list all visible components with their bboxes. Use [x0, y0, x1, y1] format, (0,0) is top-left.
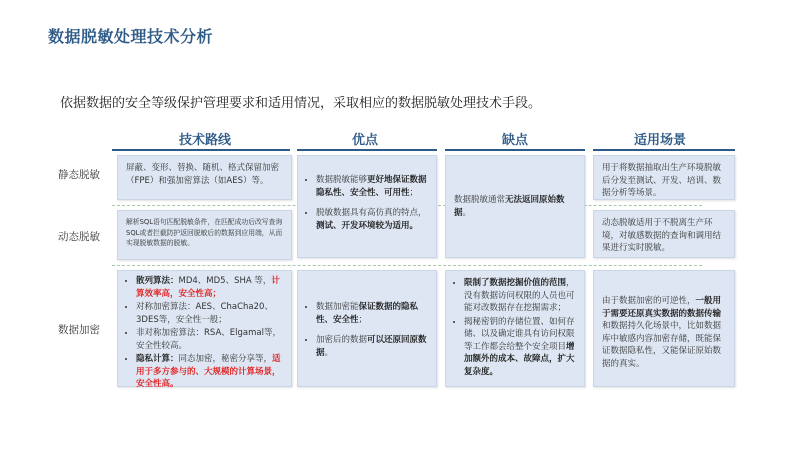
encrypt-cons-item-2: • 揭秘密钥的存储位置、如何存储、以及确定谁具有访问权限等工作都会给整个安全项目增加额外的成本、故障点，扩大复杂度。 — [464, 316, 576, 379]
desens-pros-item-1: • 数据脱敏能够更好地保证数据隐私性、安全性、可用性； — [316, 174, 428, 199]
page-title: 数据脱敏处理技术分析 — [48, 27, 214, 46]
desens-pros-item-2: • 脱敏数据具有高仿真的特点，测试、开发环境较为适用。 — [316, 207, 428, 232]
header-cons-rule — [445, 149, 585, 151]
header-pros-rule — [297, 149, 437, 151]
header-cons: 缺点 — [501, 133, 528, 148]
static-route-box — [117, 155, 292, 200]
desens-cons-text: 数据脱敏通常无法返回原始数据。 — [454, 195, 565, 218]
row-label-dynamic: 动态脱敏 — [58, 231, 100, 243]
encrypt-route-item-2: • 对称加密算法：AES、ChaCha20、3DES等，安全性一般； — [136, 301, 283, 326]
encrypt-scene-text: 由于数据加密的可逆性，一般用于需要还原真实数据的数据传输和数据持久化场景中，比如数据库中敏感内容加密存储，既能保证数据隐私性，又能保证原始数据的真实。 — [602, 296, 722, 369]
row-label-static: 静态脱敏 — [58, 169, 100, 181]
dynamic-route-text: 解析SQL语句匹配脱敏条件，在匹配成功后改写查询SQL或者拦截防护返回脱敏后的数据到应用端，从而实现脱敏数据的脱敏。 — [126, 218, 283, 247]
encrypt-route-item-3: • 非对称加密算法：RSA、Elgamal等，安全性较高。 — [136, 327, 283, 352]
header-route: 技术路线 — [178, 133, 231, 148]
desens-cons-box — [445, 155, 585, 258]
static-scene-box — [593, 155, 735, 200]
encrypt-route-item-1: • 散列算法：MD4、MD5、SHA 等，计算效率高，安全性高； — [136, 275, 283, 300]
encrypt-pros-item-2: • 加密后的数据可以还原回原数据。 — [316, 334, 428, 359]
page-subtitle: 依据数据的安全等级保护管理要求和适用情况，采取相应的数据脱敏处理技术手段。 — [60, 96, 542, 111]
encrypt-cons-box — [445, 270, 585, 387]
encrypt-cons-item-1: • 限制了数据挖掘价值的范围，没有数据访问权限的人员也可能对改数据存在挖掘需求； — [464, 277, 576, 315]
dynamic-route-box — [117, 210, 292, 260]
encrypt-pros-item-1: • 数据加密能保证数据的隐私性、安全性； — [316, 301, 428, 326]
static-scene-text: 用于将数据抽取出生产环境脱敏后分发至测试、开发、培训、数据分析等场景。 — [602, 163, 722, 198]
static-route-text: 屏蔽、变形、替换、随机、格式保留加密（FPE）和强加密算法（如AES）等。 — [126, 163, 280, 186]
header-scene: 适用场景 — [633, 133, 686, 148]
dynamic-scene-text: 动态脱敏适用于不脱离生产环境，对敏感数据的查询和调用结果进行实时脱敏。 — [602, 218, 722, 253]
row-divider-2 — [112, 265, 702, 266]
encrypt-pros-box — [297, 270, 437, 387]
dynamic-scene-box — [593, 210, 735, 258]
header-scene-rule — [593, 149, 735, 151]
desens-pros-box — [297, 155, 437, 258]
encrypt-route-box — [117, 270, 292, 387]
encrypt-scene-box — [593, 270, 735, 387]
header-route-rule — [112, 149, 290, 151]
row-label-encrypt: 数据加密 — [58, 324, 100, 336]
encrypt-route-item-4: • 隐私计算：同态加密，秘密分享等，适用于多方参与的、大规模的计算场景，安全性高。 — [136, 353, 283, 391]
header-pros: 优点 — [351, 133, 378, 148]
